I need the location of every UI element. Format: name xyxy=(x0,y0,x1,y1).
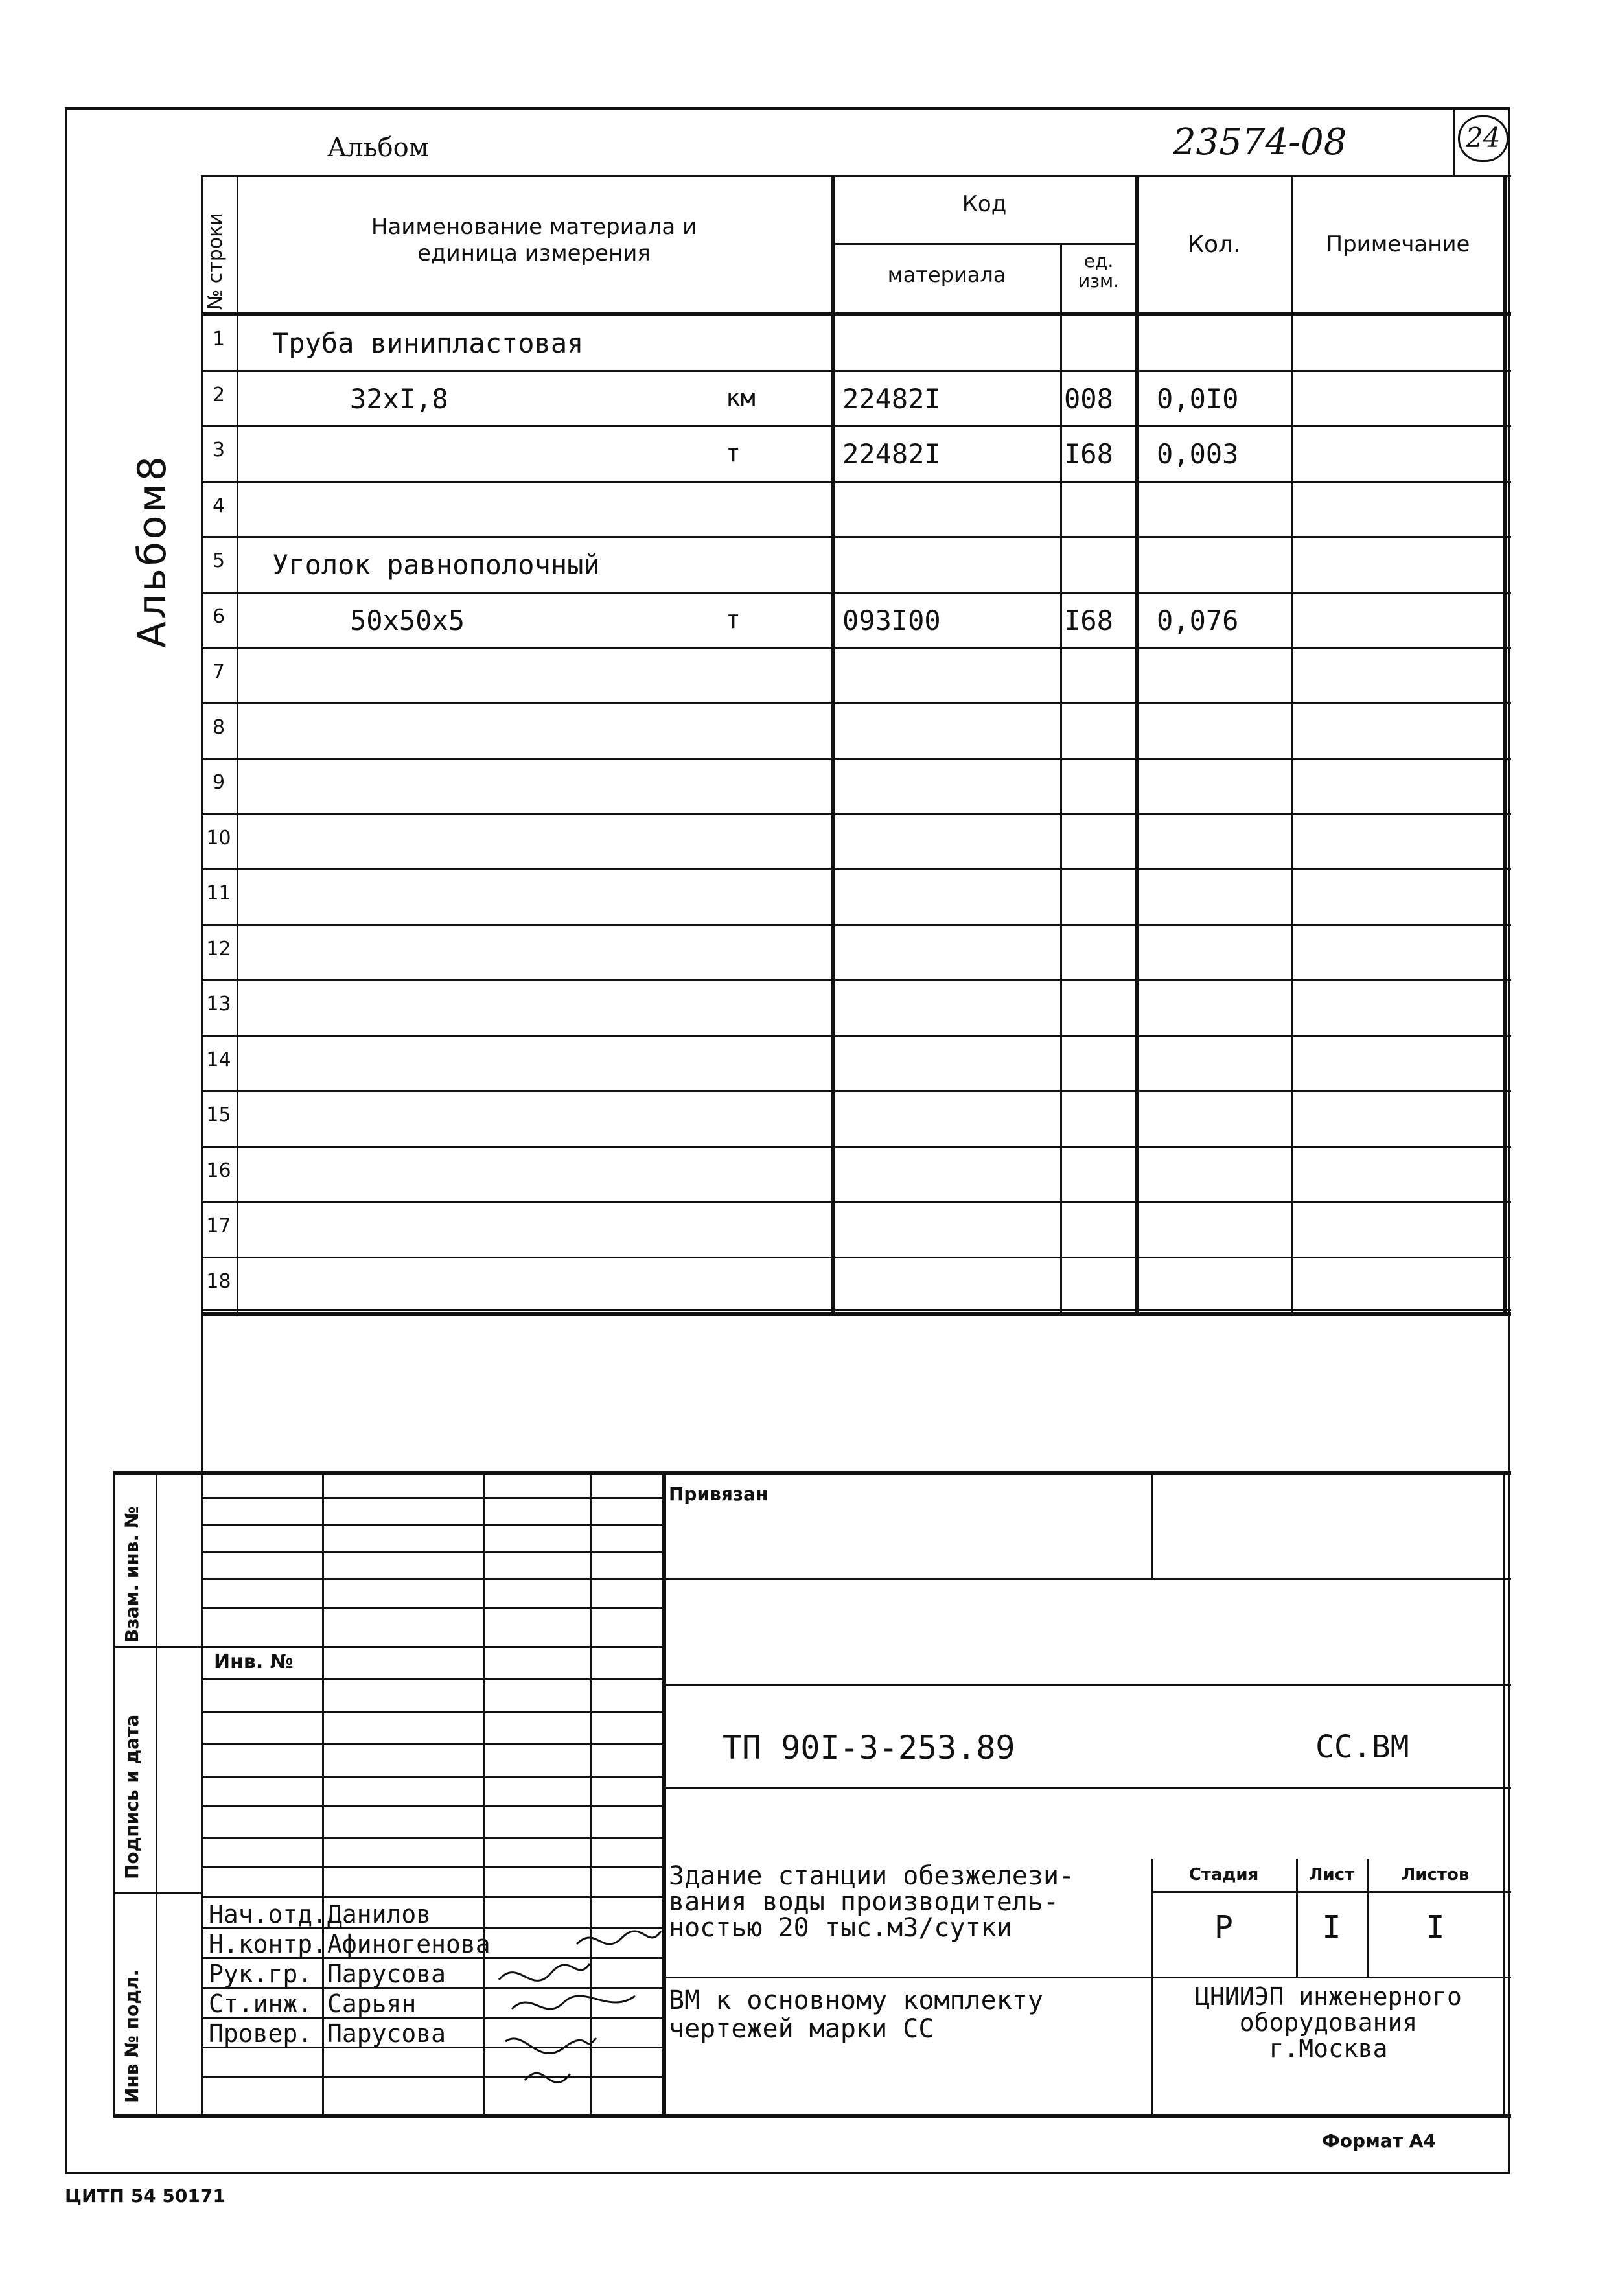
row-number: 16 xyxy=(206,1159,231,1182)
stamp-row-line xyxy=(201,1896,662,1898)
format-label: Формат А4 xyxy=(1322,2130,1436,2151)
row-divider xyxy=(201,370,1511,372)
row-number: 4 xyxy=(212,494,225,517)
header-qty: Кол. xyxy=(1187,231,1241,258)
stamp-row-line xyxy=(201,1497,662,1499)
row-number: 13 xyxy=(206,993,231,1015)
stamp-row-line xyxy=(201,1866,662,1868)
row-number: 10 xyxy=(206,826,231,850)
header-row-no: № строки xyxy=(204,213,227,310)
designation: ТП 90I-3-253.89 xyxy=(723,1729,1015,1767)
header-divider xyxy=(1453,107,1455,177)
row-number: 17 xyxy=(206,1214,231,1237)
sheet-number: 24 xyxy=(1466,122,1501,154)
unit-code: I68 xyxy=(1064,438,1113,470)
privyazan-label: Привязан xyxy=(669,1483,769,1505)
quantity: 0,076 xyxy=(1157,604,1239,636)
signer-role: Нач.отд. xyxy=(209,1900,328,1929)
row-number: 1 xyxy=(212,328,225,351)
signer-name: Данилов xyxy=(327,1900,432,1929)
stamp-row-line xyxy=(201,1837,662,1839)
sheets-value: I xyxy=(1426,1909,1445,1945)
stamp-row-line xyxy=(201,1711,662,1713)
signer-role: Провер. xyxy=(209,2019,313,2048)
title-object: Здание станции обезжелези- вания воды производитель- ностью 20 тыс.м3/сутки xyxy=(669,1861,1075,1943)
stamp-row-line xyxy=(201,1607,662,1609)
doc-number: 23574-08 xyxy=(1173,121,1347,163)
row-divider xyxy=(201,702,1511,704)
unit-label: т xyxy=(726,605,741,634)
inv-no-label: Инв. № xyxy=(214,1651,294,1673)
stamp-row-line xyxy=(201,1805,662,1807)
signer-name: Сарьян xyxy=(327,1989,417,2018)
organization: ЦНИИЭП инженерного оборудования г.Москва xyxy=(1195,1982,1462,2063)
stamp-row-line xyxy=(201,1776,662,1778)
row-number: 11 xyxy=(206,882,231,905)
row-divider xyxy=(201,868,1511,870)
material-name: 50x50x5 xyxy=(350,604,465,636)
row-divider xyxy=(201,1035,1511,1037)
row-number: 8 xyxy=(212,715,225,739)
row-divider xyxy=(201,758,1511,760)
row-number: 14 xyxy=(206,1048,231,1071)
row-divider xyxy=(201,647,1511,649)
side-album-label: Альбом8 xyxy=(130,454,175,648)
row-divider xyxy=(201,425,1511,427)
material-name: Труба винипластовая xyxy=(272,327,584,359)
material-code: 093I00 xyxy=(842,604,941,636)
row-number: 18 xyxy=(206,1270,231,1293)
row-divider xyxy=(201,979,1511,981)
unit-label: км xyxy=(726,383,756,412)
stamp-row-line xyxy=(201,1743,662,1745)
stamp-row-line xyxy=(201,1578,662,1580)
signer-name: Парусова xyxy=(327,2019,446,2048)
row-number: 5 xyxy=(212,550,225,572)
row-number: 2 xyxy=(212,383,225,406)
row-number: 9 xyxy=(212,771,225,794)
row-divider xyxy=(201,1201,1511,1203)
row-divider xyxy=(201,924,1511,926)
signer-role: Н.контр. xyxy=(209,1930,328,1958)
row-divider xyxy=(201,592,1511,594)
quantity: 0,003 xyxy=(1157,438,1239,470)
row-number: 12 xyxy=(206,937,231,960)
side-vzam-label: Взам. инв. № xyxy=(121,1506,143,1643)
signature-marks xyxy=(473,1918,687,2126)
side-inv-label: Инв № подл. xyxy=(121,1969,143,2103)
material-code: 22482I xyxy=(842,438,941,470)
material-name: 32xI,8 xyxy=(350,382,448,415)
signer-role: Ст.инж. xyxy=(209,1989,313,2018)
unit-code: I68 xyxy=(1064,604,1113,636)
signer-name: Парусова xyxy=(327,1960,446,1988)
material-name: Уголок равнополочный xyxy=(272,549,600,581)
row-number: 3 xyxy=(212,439,225,461)
sheet-label: Лист xyxy=(1308,1865,1355,1884)
unit-code: 008 xyxy=(1064,382,1113,415)
signer-role: Рук.гр. xyxy=(209,1960,313,1988)
stamp-row-line xyxy=(201,1646,662,1648)
row-divider xyxy=(201,1257,1511,1258)
row-divider xyxy=(201,1090,1511,1092)
album-label: Альбом xyxy=(327,133,429,163)
row-divider xyxy=(201,536,1511,538)
header-name: Наименование материала и единица измерения xyxy=(371,214,697,266)
signer-name: Афиногенова xyxy=(327,1930,491,1958)
row-divider xyxy=(201,481,1511,483)
row-number: 15 xyxy=(206,1104,231,1126)
header-note: Примечание xyxy=(1326,231,1470,257)
row-number: 6 xyxy=(212,605,225,628)
side-podpis-label: Подпись и дата xyxy=(121,1714,143,1879)
row-divider xyxy=(201,813,1511,815)
unit-label: т xyxy=(726,439,741,467)
sheet-value: I xyxy=(1322,1909,1341,1945)
stamp-row-line xyxy=(201,1678,662,1680)
row-number: 7 xyxy=(212,660,225,683)
stamp-row-line xyxy=(201,1551,662,1553)
footer-code: ЦИТП 54 50171 xyxy=(65,2185,225,2207)
stage-value: Р xyxy=(1214,1909,1233,1945)
stage-label: Стадия xyxy=(1188,1865,1259,1884)
stamp-row-line xyxy=(201,1524,662,1526)
header-code-unit: ед. изм. xyxy=(1078,250,1120,292)
mark: СС.ВМ xyxy=(1315,1729,1409,1765)
material-code: 22482I xyxy=(842,382,941,415)
header-code: Код xyxy=(962,191,1007,217)
sheets-label: Листов xyxy=(1401,1865,1470,1884)
title-sheet: ВМ к основному комплекту чертежей марки СС xyxy=(669,1986,1043,2044)
header-code-material: материала xyxy=(887,262,1006,287)
quantity: 0,0I0 xyxy=(1157,382,1239,415)
row-divider xyxy=(201,1146,1511,1148)
row-divider xyxy=(201,1309,1511,1311)
